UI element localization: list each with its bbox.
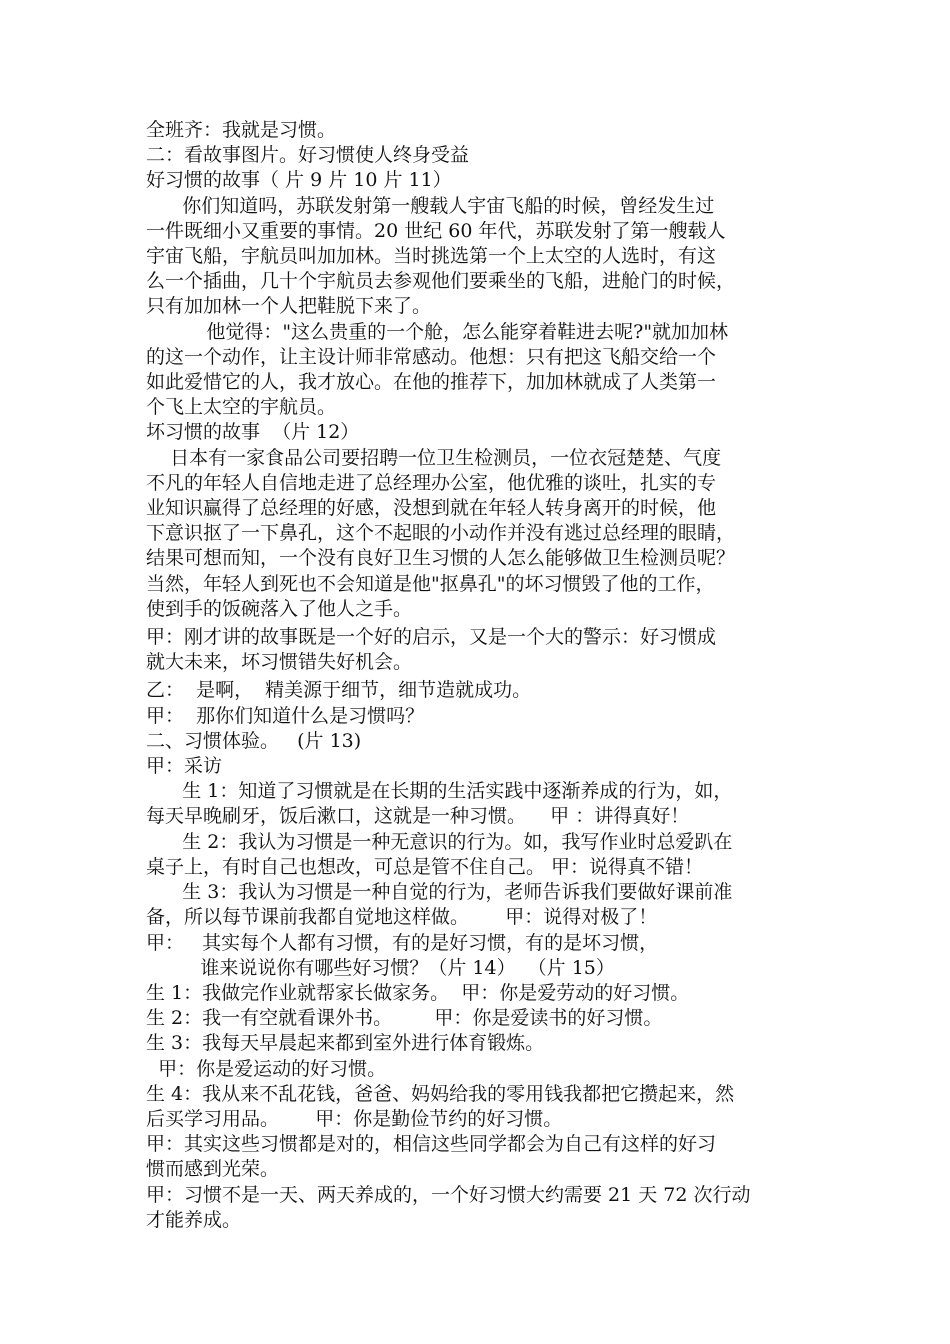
text-line: 甲：习惯不是一天、两天养成的，一个好习惯大约需要 21 天 72 次行动 (146, 1183, 751, 1206)
list-item: 生 2：我一有空就看课外书。 甲：你是爱读书的好习惯。 (146, 1007, 663, 1030)
text-line: 后买学习用品。 甲：你是勤俭节约的好习惯。 (146, 1107, 563, 1130)
text-line: 宇宙飞船，宇航员叫加加林。当时挑选第一个上太空的人选时，有这 (146, 245, 717, 268)
text-line: 惯而感到光荣。 (146, 1158, 280, 1181)
text-line: 个飞上太空的宇航员。 (146, 396, 337, 419)
interview-label: 甲：采访 (146, 755, 223, 778)
text-line: 生 1：知道了习惯就是在长期的生活实践中逐渐养成的行为，如， (146, 780, 733, 803)
student-answers (146, 779, 806, 930)
text-line: 当然，年轻人到死也不会知道是他"抠鼻孔"的坏习惯毁了他的工作， (146, 572, 715, 595)
text-line: 如此爱惜它的人，我才放心。在他的推荐下，加加林就成了人类第一 (146, 371, 717, 394)
list-item: 生 1：我做完作业就帮家长做家务。 甲：你是爱劳动的好习惯。 (146, 981, 690, 1004)
text-line: 谁来说说你有哪些好习惯？（片 14） （片 15） (146, 956, 615, 979)
text-line: 使到手的饭碗落入了他人之手。 (146, 597, 413, 620)
text-line: 么一个插曲，几十个宇航员去参观他们要乘坐的飞船，进舱门的时候， (146, 270, 736, 293)
text-line: 甲： 其实每个人都有习惯，有的是好习惯，有的是坏习惯， (146, 931, 659, 954)
text-line: 不凡的年轻人自信地走进了总经理办公室，他优雅的谈吐，扎实的专 (146, 471, 717, 494)
text-line: 你们知道吗，苏联发射第一艘载人宇宙飞船的时候，曾经发生过 (146, 194, 715, 217)
text-line: 生 4：我从来不乱花钱，爸爸、妈妈给我的零用钱我都把它攒起来，然 (146, 1082, 735, 1105)
text-line: 只有加加林一个人把鞋脱下来了。 (146, 295, 432, 318)
text-line: 的这一个动作，让主设计师非常感动。他想：只有把这飞船交给一个 (146, 345, 717, 368)
text-line: 结果可想而知，一个没有良好卫生习惯的人怎么能够做卫生检测员呢？ (146, 547, 736, 570)
story-good-paragraph (146, 194, 806, 421)
text-line: 每天早晚刷牙，饭后漱口，这就是一种习惯。 甲 ：讲得真好！ (146, 805, 690, 828)
dialogue-jia (146, 625, 806, 675)
story-title-good: 好习惯的故事（ 片 9 片 10 片 11） (146, 169, 452, 192)
list-item: 生 3：我每天早晨起来都到室外进行体育锻炼。 (146, 1032, 545, 1055)
dialogue-yi: 乙： 是啊， 精美源于细节，细节造就成功。 (146, 679, 532, 702)
sheng4-paragraph (146, 1082, 806, 1132)
document-body (146, 118, 806, 1233)
text-line: 才能养成。 (146, 1208, 242, 1231)
story-title-bad: 坏习惯的故事 （片 12） (146, 421, 360, 444)
text-line: 生 2：我认为习惯是一种无意识的行为。如，我写作业时总爱趴在 (146, 830, 733, 853)
text-line: 就大未来，坏习惯错失好机会。 (146, 651, 413, 674)
conclusion-paragraph-2 (146, 1183, 806, 1233)
text-line: 日本有一家食品公司要招聘一位卫生检测员，一位衣冠楚楚、气度 (146, 446, 722, 469)
text-line: 业知识赢得了总经理的好感，没想到就在年轻人转身离开的时候，他 (146, 497, 717, 520)
text-line: 下意识抠了一下鼻孔，这个不起眼的小动作并没有逃过总经理的眼睛， (146, 522, 736, 545)
text-line: 甲：刚才讲的故事既是一个好的启示，又是一个大的警示：好习惯成 (146, 626, 717, 649)
text-line: 桌子上，有时自己也想改，可总是管不住自己。 甲：说得真不错！ (146, 855, 704, 878)
habit-list (146, 981, 806, 1082)
dialogue-jia-every (146, 931, 806, 981)
story-bad-paragraph (146, 446, 806, 622)
text-line: 全班齐：我就是习惯。 (146, 119, 337, 141)
section-heading: 二：看故事图片。好习惯使人终身受益 (146, 144, 470, 167)
text-line: 生 3：我认为习惯是一种自觉的行为，老师告诉我们要做好课前准 (146, 881, 733, 904)
text-line: 甲：其实这些习惯都是对的，相信这些同学都会为自己有这样的好习 (146, 1133, 717, 1156)
list-item: 甲：你是爱运动的好习惯。 (146, 1057, 387, 1080)
text-line: 备，所以每节课前我都自觉地这样做。 甲：说得对极了！ (146, 906, 658, 929)
conclusion-paragraph (146, 1132, 806, 1182)
section-heading: 二、习惯体验。 (片 13) (146, 729, 362, 752)
text-line: 他觉得："这么贵重的一个舱，怎么能穿着鞋进去呢?"就加加林 (146, 320, 729, 343)
dialogue-jia-question: 甲： 那你们知道什么是习惯吗？ (146, 704, 425, 727)
text-line: 一件既细小又重要的事情。20 世纪 60 年代，苏联发射了第一艘载人 (146, 219, 726, 242)
